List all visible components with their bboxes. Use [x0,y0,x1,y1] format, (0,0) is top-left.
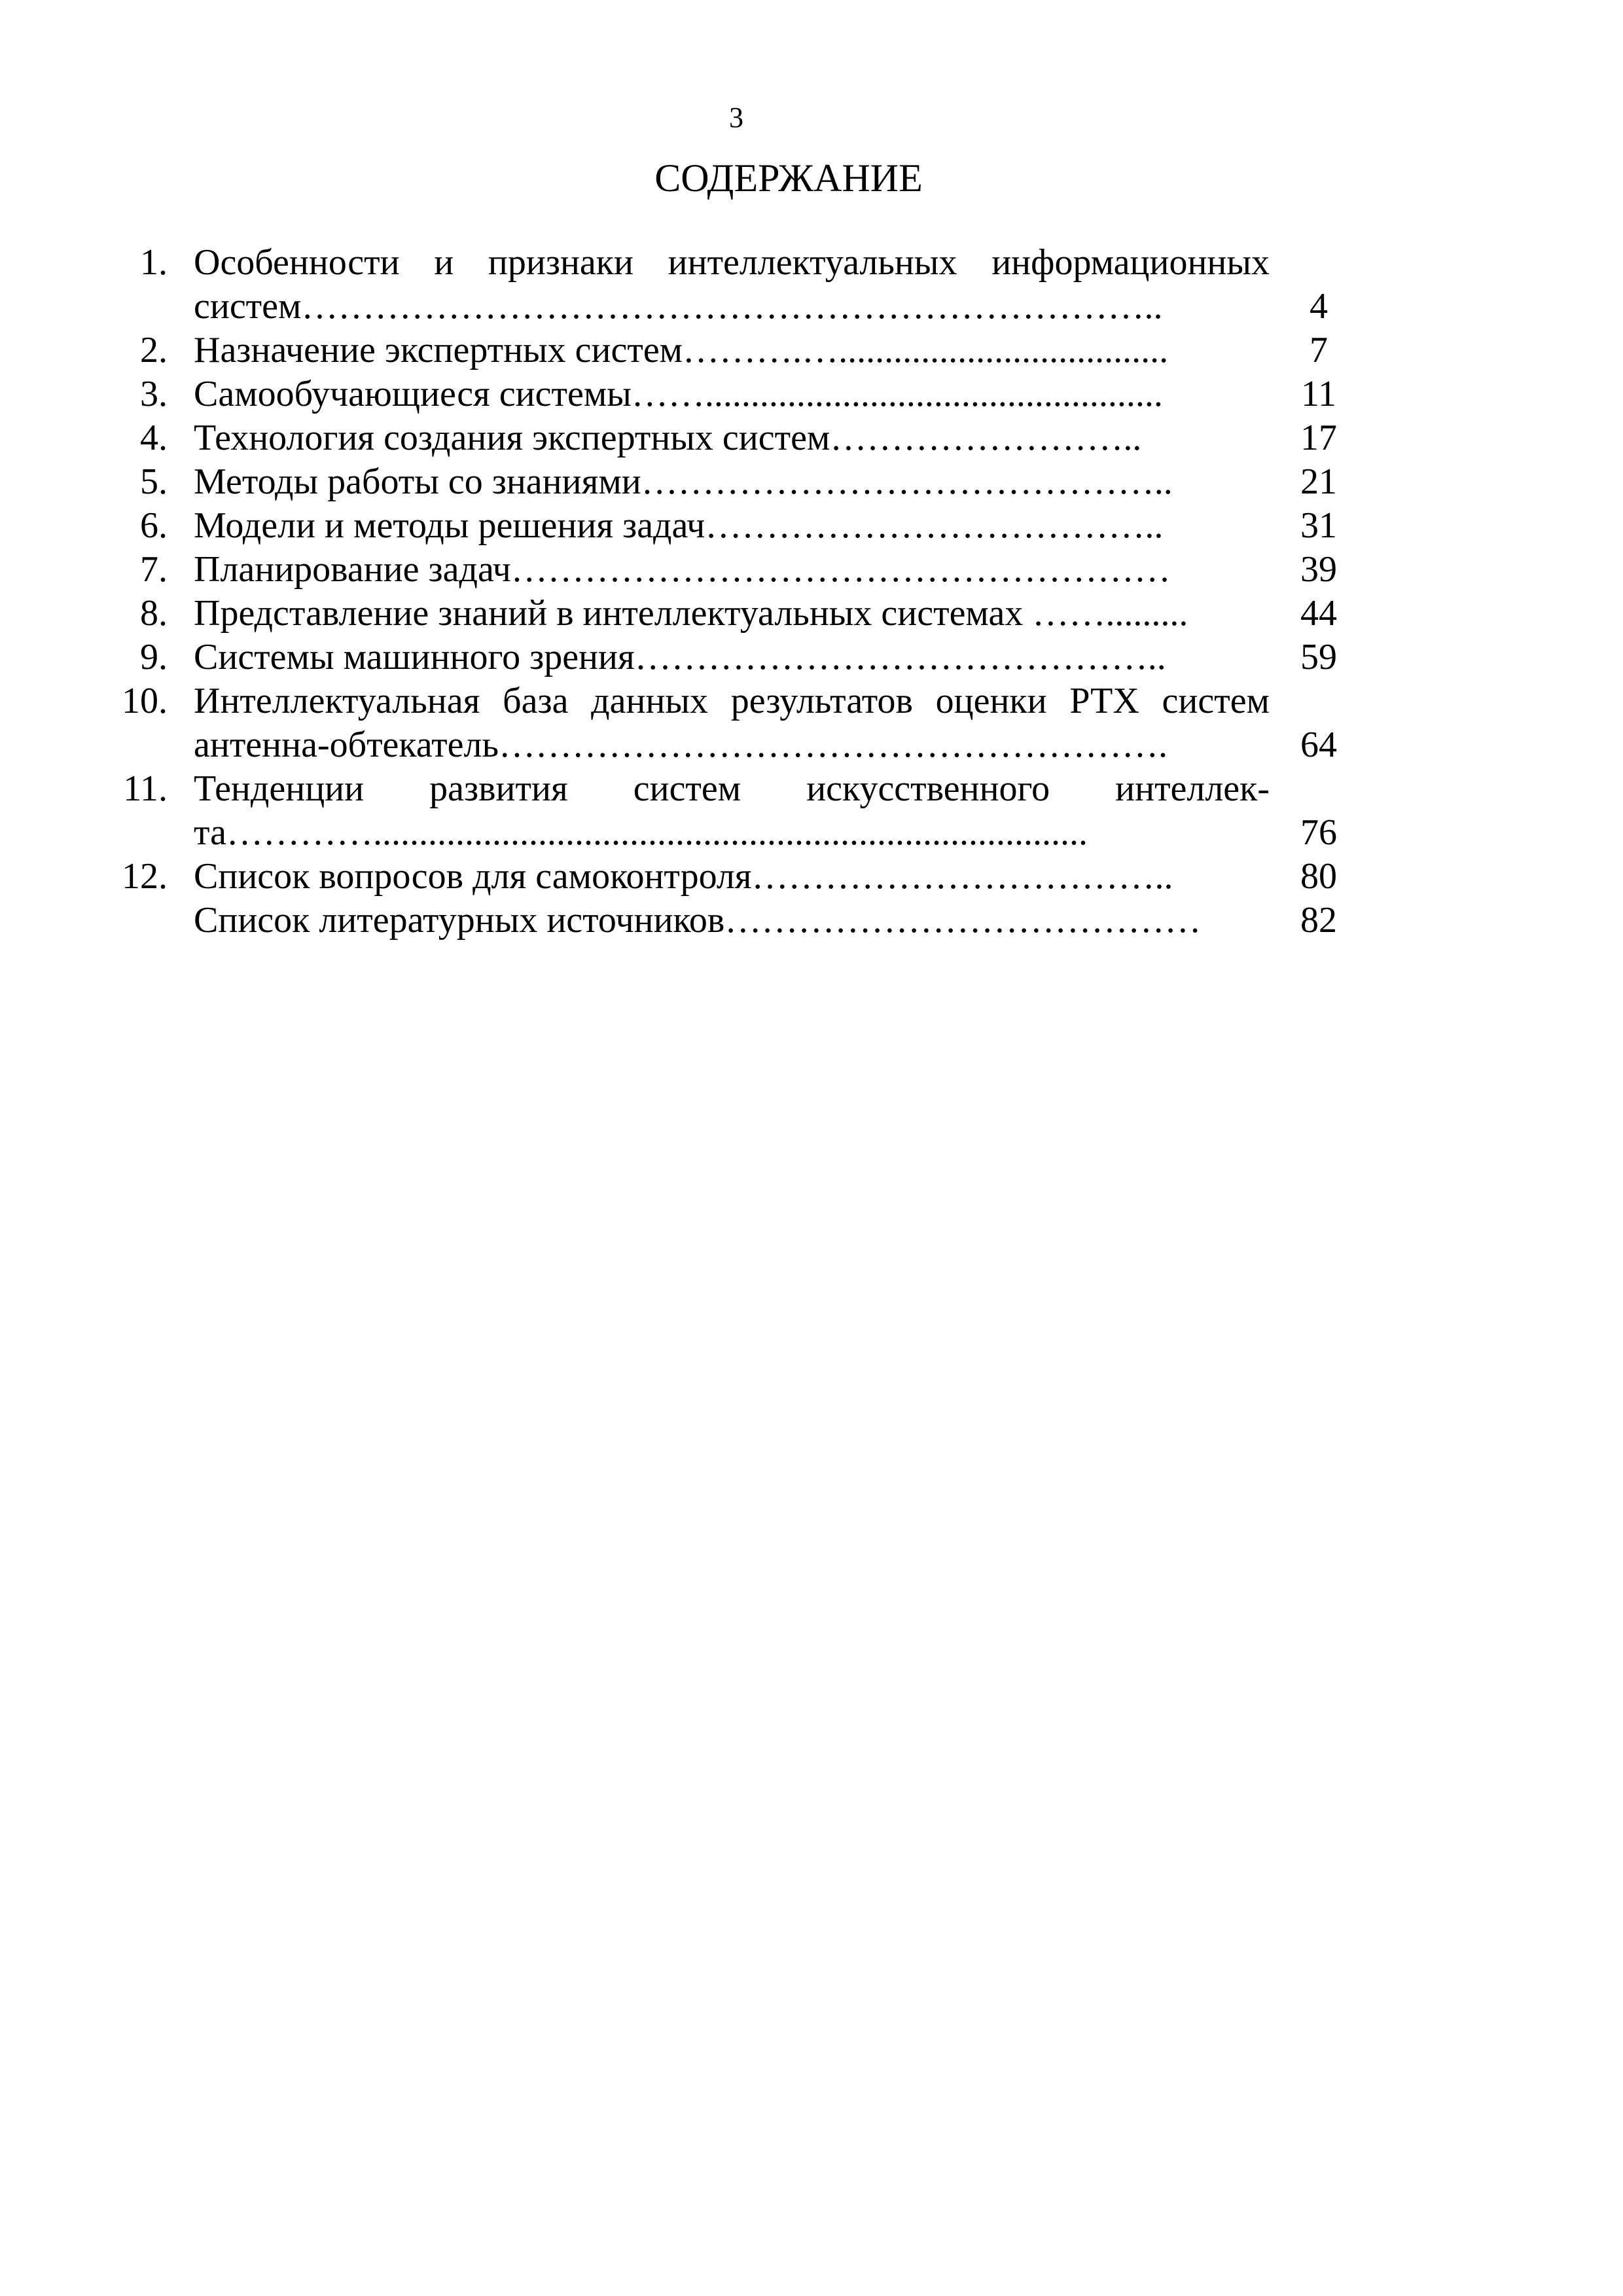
toc-entry-title: Технология создания экспертных систем…………………….. [194,418,1142,458]
toc-entry [0,548,1623,592]
toc-entry-title: Методы работы со знаниями…………………………………….. [194,461,1173,502]
toc-entry-number: 11. [123,768,168,809]
toc-entry-number: 9. [140,637,168,677]
toc-entry [0,636,1623,679]
toc-entry-title: Представление знаний в интеллектуальных системах ……......... [194,593,1188,634]
toc-entry-number: 4. [140,418,168,458]
toc-entry-title: Модели и методы решения задач……………………………….. [194,505,1164,546]
toc-entry-page: 76 [1300,812,1337,853]
toc-entry [0,416,1623,460]
toc-entry [0,372,1623,416]
toc-entry [0,460,1623,504]
toc-entry-number: 7. [140,549,168,590]
toc-entry-title: Список вопросов для самоконтроля…………………………….. [194,856,1173,897]
toc-entry-page: 21 [1300,461,1337,502]
toc-entry [0,899,1623,942]
page-title: СОДЕРЖАНИЕ [654,156,923,200]
toc-entry-page: 80 [1300,856,1337,897]
toc-entry-title: Назначение экспертных систем……….….................................... [194,330,1169,370]
toc-entry-title [194,767,1270,855]
toc-entry-page: 64 [1300,725,1337,765]
toc-entry-title: Список литературных источников………………………………… [194,900,1202,941]
toc-entry-title [194,241,1270,329]
toc-entry-page: 7 [1310,330,1328,370]
toc-entry-title-line: та………….............................................................................. [194,812,1088,853]
toc-entry-number: 10. [122,681,168,721]
toc-entry-page: 59 [1300,637,1337,677]
toc-entry-number: 6. [140,505,168,546]
toc-entry-page: 11 [1301,374,1336,414]
toc-entry-title-line: систем…………………………………………………………….. [194,286,1163,327]
toc-entry-number: 2. [140,330,168,370]
toc-entry-page: 82 [1300,900,1337,941]
toc-entry-title: Системы машинного зрения…………………………………….. [194,637,1166,677]
page-number: 3 [729,101,743,134]
toc-entry-number: 8. [140,593,168,634]
toc-entry-number: 1. [140,242,168,283]
toc-entry-page: 31 [1300,505,1337,546]
toc-entry [0,504,1623,548]
toc-entry [0,855,1623,899]
toc-entry-title: Самообучающиеся системы…….................................................. [194,374,1163,414]
toc-entry [0,679,1623,767]
toc-entry-number: 12. [122,856,168,897]
toc-entry-title [194,679,1270,767]
toc-entry-number: 5. [140,461,168,502]
toc-entry-title-line: Тенденции развития систем искусственного интеллек- [194,768,1270,809]
toc-entry [0,241,1623,329]
toc-entry-page: 44 [1300,593,1337,634]
toc-entry-title-line: Особенности и признаки интеллектуальных информационных [194,242,1270,283]
toc-entry-page: 39 [1300,549,1337,590]
toc-entry-number: 3. [140,374,168,414]
toc-entry-title-line: Интеллектуальная база данных результатов оценки РТХ систем [194,681,1270,721]
toc-entry-title-line: антенна-обтекатель………………………………………………. [194,725,1168,765]
toc-entry [0,767,1623,855]
toc-entry-page: 4 [1310,286,1328,327]
toc-entry [0,329,1623,372]
toc-entry-page: 17 [1300,418,1337,458]
toc-entry [0,592,1623,636]
toc-entry-title: Планирование задач……………………………………………… [194,549,1171,590]
